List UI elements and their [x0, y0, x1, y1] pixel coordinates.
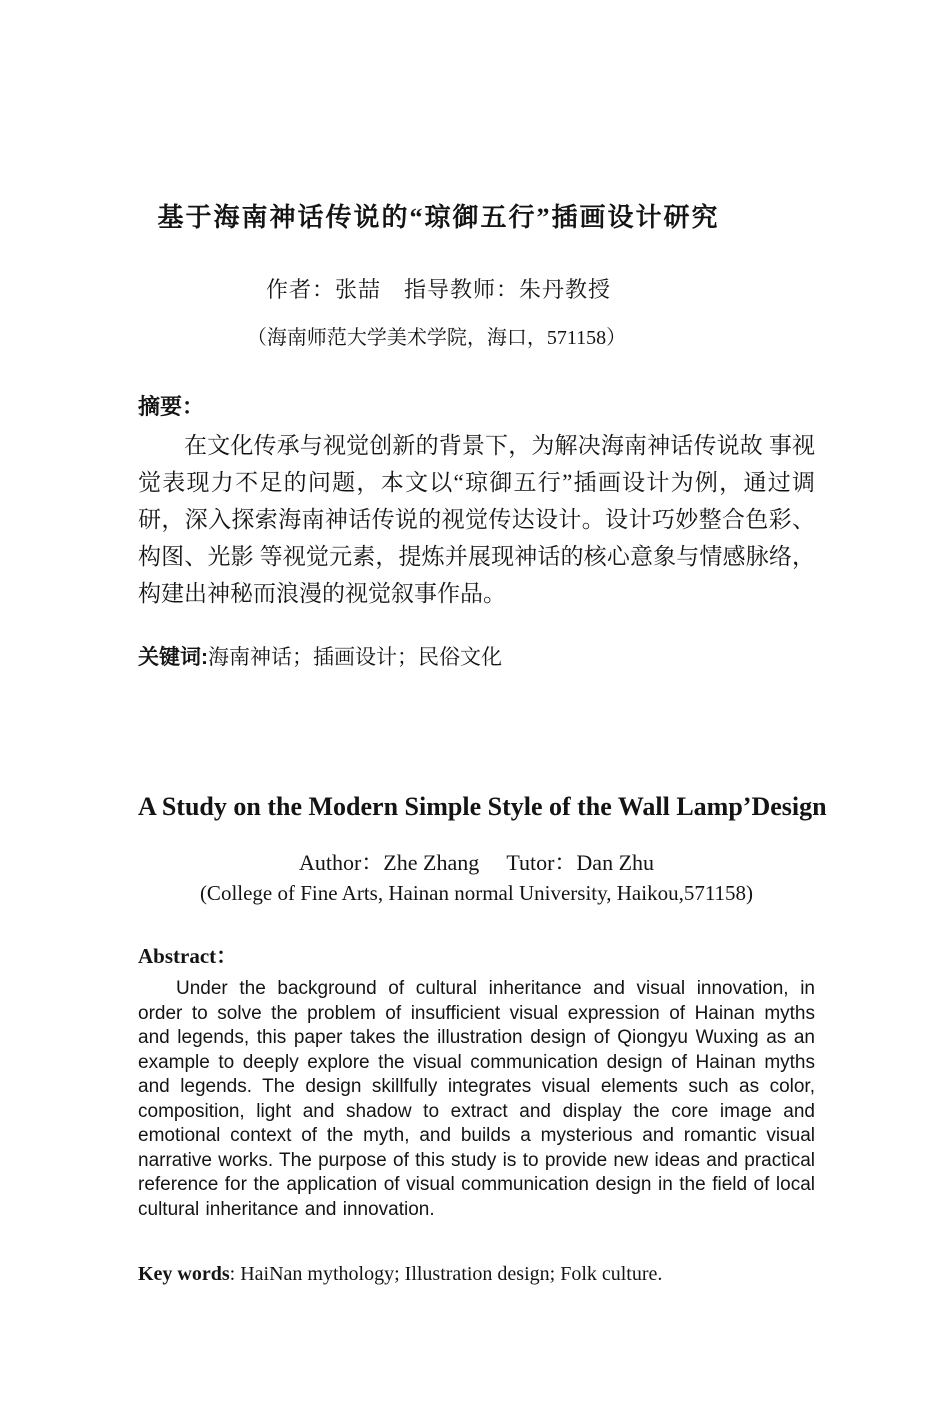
english-section	[138, 792, 827, 1286]
chinese-abstract-text: 在文化传承与视觉创新的背景下，为解决海南神话传说故 事视觉表现力不足的问题，本文以“琼御五行”插画设计为例，通过调研，深入探索海南神话传说的视觉传达设计。设计巧妙整合色彩、构图、光影 等视觉元素，提炼并展现神话的核心意象与情感脉络，构建出神秘而浪漫的视觉叙事作品。	[138, 433, 815, 606]
english-keywords-line	[138, 1263, 815, 1286]
chinese-keywords-text: 海南神话；插画设计；民俗文化	[208, 645, 502, 669]
chinese-section	[138, 197, 815, 671]
chinese-title: 基于海南神话传说的“琼御五行”插画设计研究	[157, 203, 720, 232]
chinese-affiliation: （海南师范大学美术学院，海口，571158）	[246, 327, 627, 349]
english-abstract-heading: Abstract：	[138, 944, 238, 968]
chinese-keywords-label: 关键词:	[138, 646, 208, 669]
chinese-keywords-line	[138, 641, 815, 671]
english-affiliation: (College of Fine Arts, Hainan normal University, Haikou,571158)	[199, 881, 754, 905]
chinese-abstract-heading: 摘要：	[138, 394, 205, 419]
english-abstract-text: Under the background of cultural inheritance and visual innovation, in order to solve the problem of insufficient visual expression of Hainan myths and legends, this paper takes the illustration design of Qiongyu Wuxing as an example to deeply explore the visual communication design of Hainan myths and legends. The design skillfully integrates visual elements such as color, composition, light and shadow to extract and display the core image and emotional context of the myth, and builds a mysterious and romantic visual narrative works. The purpose of this study is to provide new ideas and practical reference for the application of visual communication design in the field of local cultural inheritance and innovation.	[138, 978, 815, 1220]
english-keywords-label: Key words	[138, 1263, 230, 1285]
english-title: A Study on the Modern Simple Style of the Wall Lamp’Design	[138, 792, 827, 821]
chinese-author-line: 作者：张喆 指导教师：朱丹教授	[265, 277, 611, 302]
english-author-line: Author：Zhe Zhang Tutor：Dan Zhu	[298, 850, 655, 875]
english-keywords-text: : HaiNan mythology; Illustration design; Folk culture.	[229, 1263, 663, 1285]
